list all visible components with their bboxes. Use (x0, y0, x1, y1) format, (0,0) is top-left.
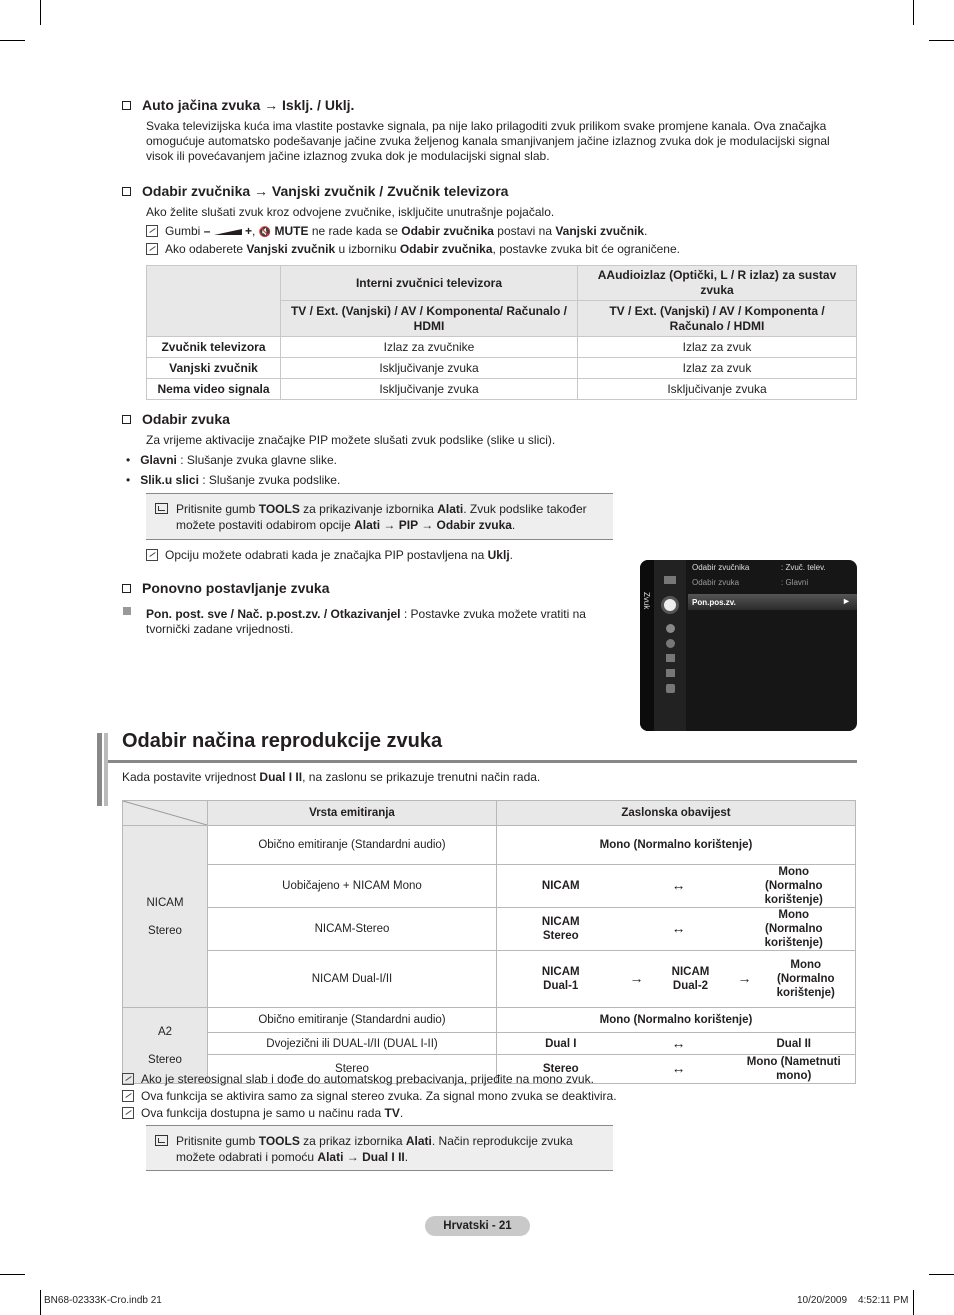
table-header: Vrsta emitiranja (208, 801, 497, 826)
table-row: Uobičajeno + NICAM Mono NICAM ↔ Mono (Normalno korištenje) (123, 865, 856, 908)
osd-menu-item: Pon.pos.zv. (692, 598, 736, 607)
note-icon (122, 1073, 134, 1085)
osd-menu-value: : Glavni (781, 578, 809, 587)
arrow-right-icon: → (629, 970, 644, 986)
page-heading: Odabir načina reprodukcije zvuka (122, 730, 443, 752)
input-icon (666, 654, 675, 662)
tools-icon (155, 503, 168, 514)
page-number-badge: Hrvatski - 21 (425, 1216, 530, 1236)
tools-icon (155, 1135, 168, 1146)
setup-icon (666, 639, 675, 648)
checkbox-bullet-icon (122, 101, 131, 110)
group-label: NICAM Stereo (123, 826, 208, 1008)
note: Ako je stereosignal slab i dođe do automatskog prebacivanja, prijeđite na mono zvuk. (122, 1072, 594, 1087)
note-icon (146, 549, 158, 561)
table-subheader: TV / Ext. (Vanjski) / AV / Komponenta/ Računalo / HDMI (281, 301, 578, 337)
note: Ako odaberete Vanjski zvučnik u izborniku Odabir zvučnika, postavke zvuka bit će ograničene. (146, 242, 680, 257)
group-label: A2 Stereo (123, 1008, 208, 1084)
crop-mark (40, 1290, 41, 1315)
bidirectional-arrow-icon: ↔ (671, 920, 686, 936)
crop-mark (0, 1274, 25, 1275)
bidirectional-arrow-icon: ↔ (671, 877, 686, 893)
heading-bar (104, 733, 108, 806)
table-header: AAudioizlaz (Optički, L / R izlaz) za sustav zvuka (578, 266, 857, 301)
crop-mark (929, 1274, 954, 1275)
arrow-right-icon: → (737, 970, 752, 986)
osd-menu-item: Odabir zvučnika (692, 563, 750, 572)
paragraph: Svaka televizijska kuća ima vlastite postavke signala, pa nije lako prilagoditi zvuk prilikom svake promjene kanala. Ova značajka omogućuje automatsko podešavanje jačine zvuka željenog kanala smanjivanjem jačine izlaznog zvuka dok je modulacijski signal visok ili povećavanjem jačine izlaznog zvuka dok je modulacijski signal slab. (146, 119, 830, 163)
checkbox-bullet-icon (122, 584, 131, 593)
tools-tip-box: Pritisnite gumb TOOLS za prikaz izbornika Alati. Način reprodukcije zvuka možete odabrati i pomoću Alati → Dual I II. (146, 1125, 613, 1171)
paragraph: Ako želite slušati zvuk kroz odvojene zvučnike, isključite unutrašnje pojačalo. (146, 205, 555, 219)
table-subheader: TV / Ext. (Vanjski) / AV / Komponenta / Računalo / HDMI (578, 301, 857, 337)
table-header: Zaslonska obavijest (497, 801, 856, 826)
application-icon (666, 669, 675, 677)
mute-icon: 🔇 (258, 227, 272, 238)
crop-mark (0, 40, 25, 41)
note-icon (122, 1107, 134, 1119)
list-item: • Glavni : Slušanje zvuka glavne slike. (126, 453, 337, 467)
intro-text: Kada postavite vrijednost Dual I II, na zaslonu se prikazuje trenutni način rada. (122, 770, 541, 784)
osd-menu-item: Odabir zvuka (692, 578, 740, 587)
heading-bar (97, 733, 102, 806)
table-row: Zvučnik televizora Izlaz za zvučnike Izlaz za zvuk (147, 337, 857, 358)
paragraph: Pon. post. sve / Nač. p.post.zv. / Otkazivanjel : Postavke zvuka možete vratiti na tvornički zadane vrijednosti. (146, 607, 586, 636)
note-icon (146, 243, 158, 255)
table-row: A2 Stereo Obično emitiranje (Standardni audio) Mono (Normalno korištenje) (123, 1008, 856, 1033)
osd-side-label: Zvuk (642, 592, 651, 610)
table-corner (123, 801, 208, 826)
section-heading: Auto jačina zvuka → Isklj. / Uklj. (122, 97, 354, 113)
crop-mark (913, 1290, 914, 1315)
note: Ova funkcija dostupna je samo u načinu rada TV. (122, 1106, 403, 1121)
note-icon (122, 1090, 134, 1102)
tools-tip-box: Pritisnite gumb TOOLS za prikazivanje izbornika Alati. Zvuk podslike također možete postaviti odabirom opcije Alati → PIP → Odabir zvuka. (146, 493, 613, 540)
speaker-output-table (146, 265, 857, 400)
print-time: 4:52:11 PM (858, 1295, 909, 1306)
table-row: Vanjski zvučnik Isključivanje zvuka Izlaz za zvuk (147, 358, 857, 379)
table-row: Nema video signala Isključivanje zvuka Isključivanje zvuka (147, 379, 857, 400)
volume-bar-icon (214, 229, 242, 235)
picture-icon (664, 576, 676, 584)
square-bullet-icon (123, 607, 131, 615)
table-row: NICAM Stereo Obično emitiranje (Standardni audio) Mono (Normalno korištenje) (123, 826, 856, 865)
table-row: Stereo Stereo ↔ Mono (Nametnuti mono) (123, 1055, 856, 1084)
channel-icon (666, 624, 675, 633)
heading-rule (108, 760, 857, 763)
table-corner (147, 266, 281, 337)
crop-mark (929, 40, 954, 41)
table-header: Interni zvučnici televizora (281, 266, 578, 301)
file-name: BN68-02333K-Cro.indb 21 (44, 1295, 162, 1306)
note: Opciju možete odabrati kada je značajka PIP postavljena na Uklj. (146, 548, 513, 563)
note: Ova funkcija se aktivira samo za signal stereo zvuka. Za signal mono zvuka se deaktivira. (122, 1089, 617, 1104)
osd-menu-value: : Zvuč. telev. (781, 563, 826, 572)
note-icon (146, 225, 158, 237)
bidirectional-arrow-icon: ↔ (671, 1060, 686, 1076)
checkbox-bullet-icon (122, 415, 131, 424)
crop-mark (40, 0, 41, 25)
bidirectional-arrow-icon: ↔ (671, 1034, 686, 1051)
table-row: NICAM Dual-I/II NICAM Dual-1 → NICAM Dual-2 → Mono (Normalno korištenje) (123, 951, 856, 1008)
support-icon (666, 684, 675, 693)
table-row: NICAM-Stereo NICAM Stereo ↔ Mono (Normalno korištenje) (123, 908, 856, 951)
sound-icon (661, 596, 679, 614)
section-heading: Odabir zvuka (122, 411, 230, 427)
print-date: 10/20/2009 (797, 1295, 848, 1306)
crop-mark (913, 0, 914, 25)
checkbox-bullet-icon (122, 187, 131, 196)
osd-menu-screenshot (640, 560, 857, 731)
arrow-right-icon: ► (842, 596, 851, 606)
broadcast-mode-table (122, 800, 856, 1084)
paragraph: Za vrijeme aktivacije značajke PIP možete slušati zvuk podslike (slike u slici). (146, 433, 556, 447)
list-item: • Slik.u slici : Slušanje zvuka podslike. (126, 473, 341, 487)
section-heading: Ponovno postavljanje zvuka (122, 580, 330, 596)
note: Gumbi – +, 🔇 MUTE ne rade kada se Odabir zvučnika postavi na Vanjski zvučnik. (146, 224, 647, 240)
section-heading: Odabir zvučnika → Vanjski zvučnik / Zvučnik televizora (122, 183, 508, 199)
table-row: Dvojezični ili DUAL-I/II (DUAL I-II) Dual I ↔ Dual II (123, 1033, 856, 1055)
